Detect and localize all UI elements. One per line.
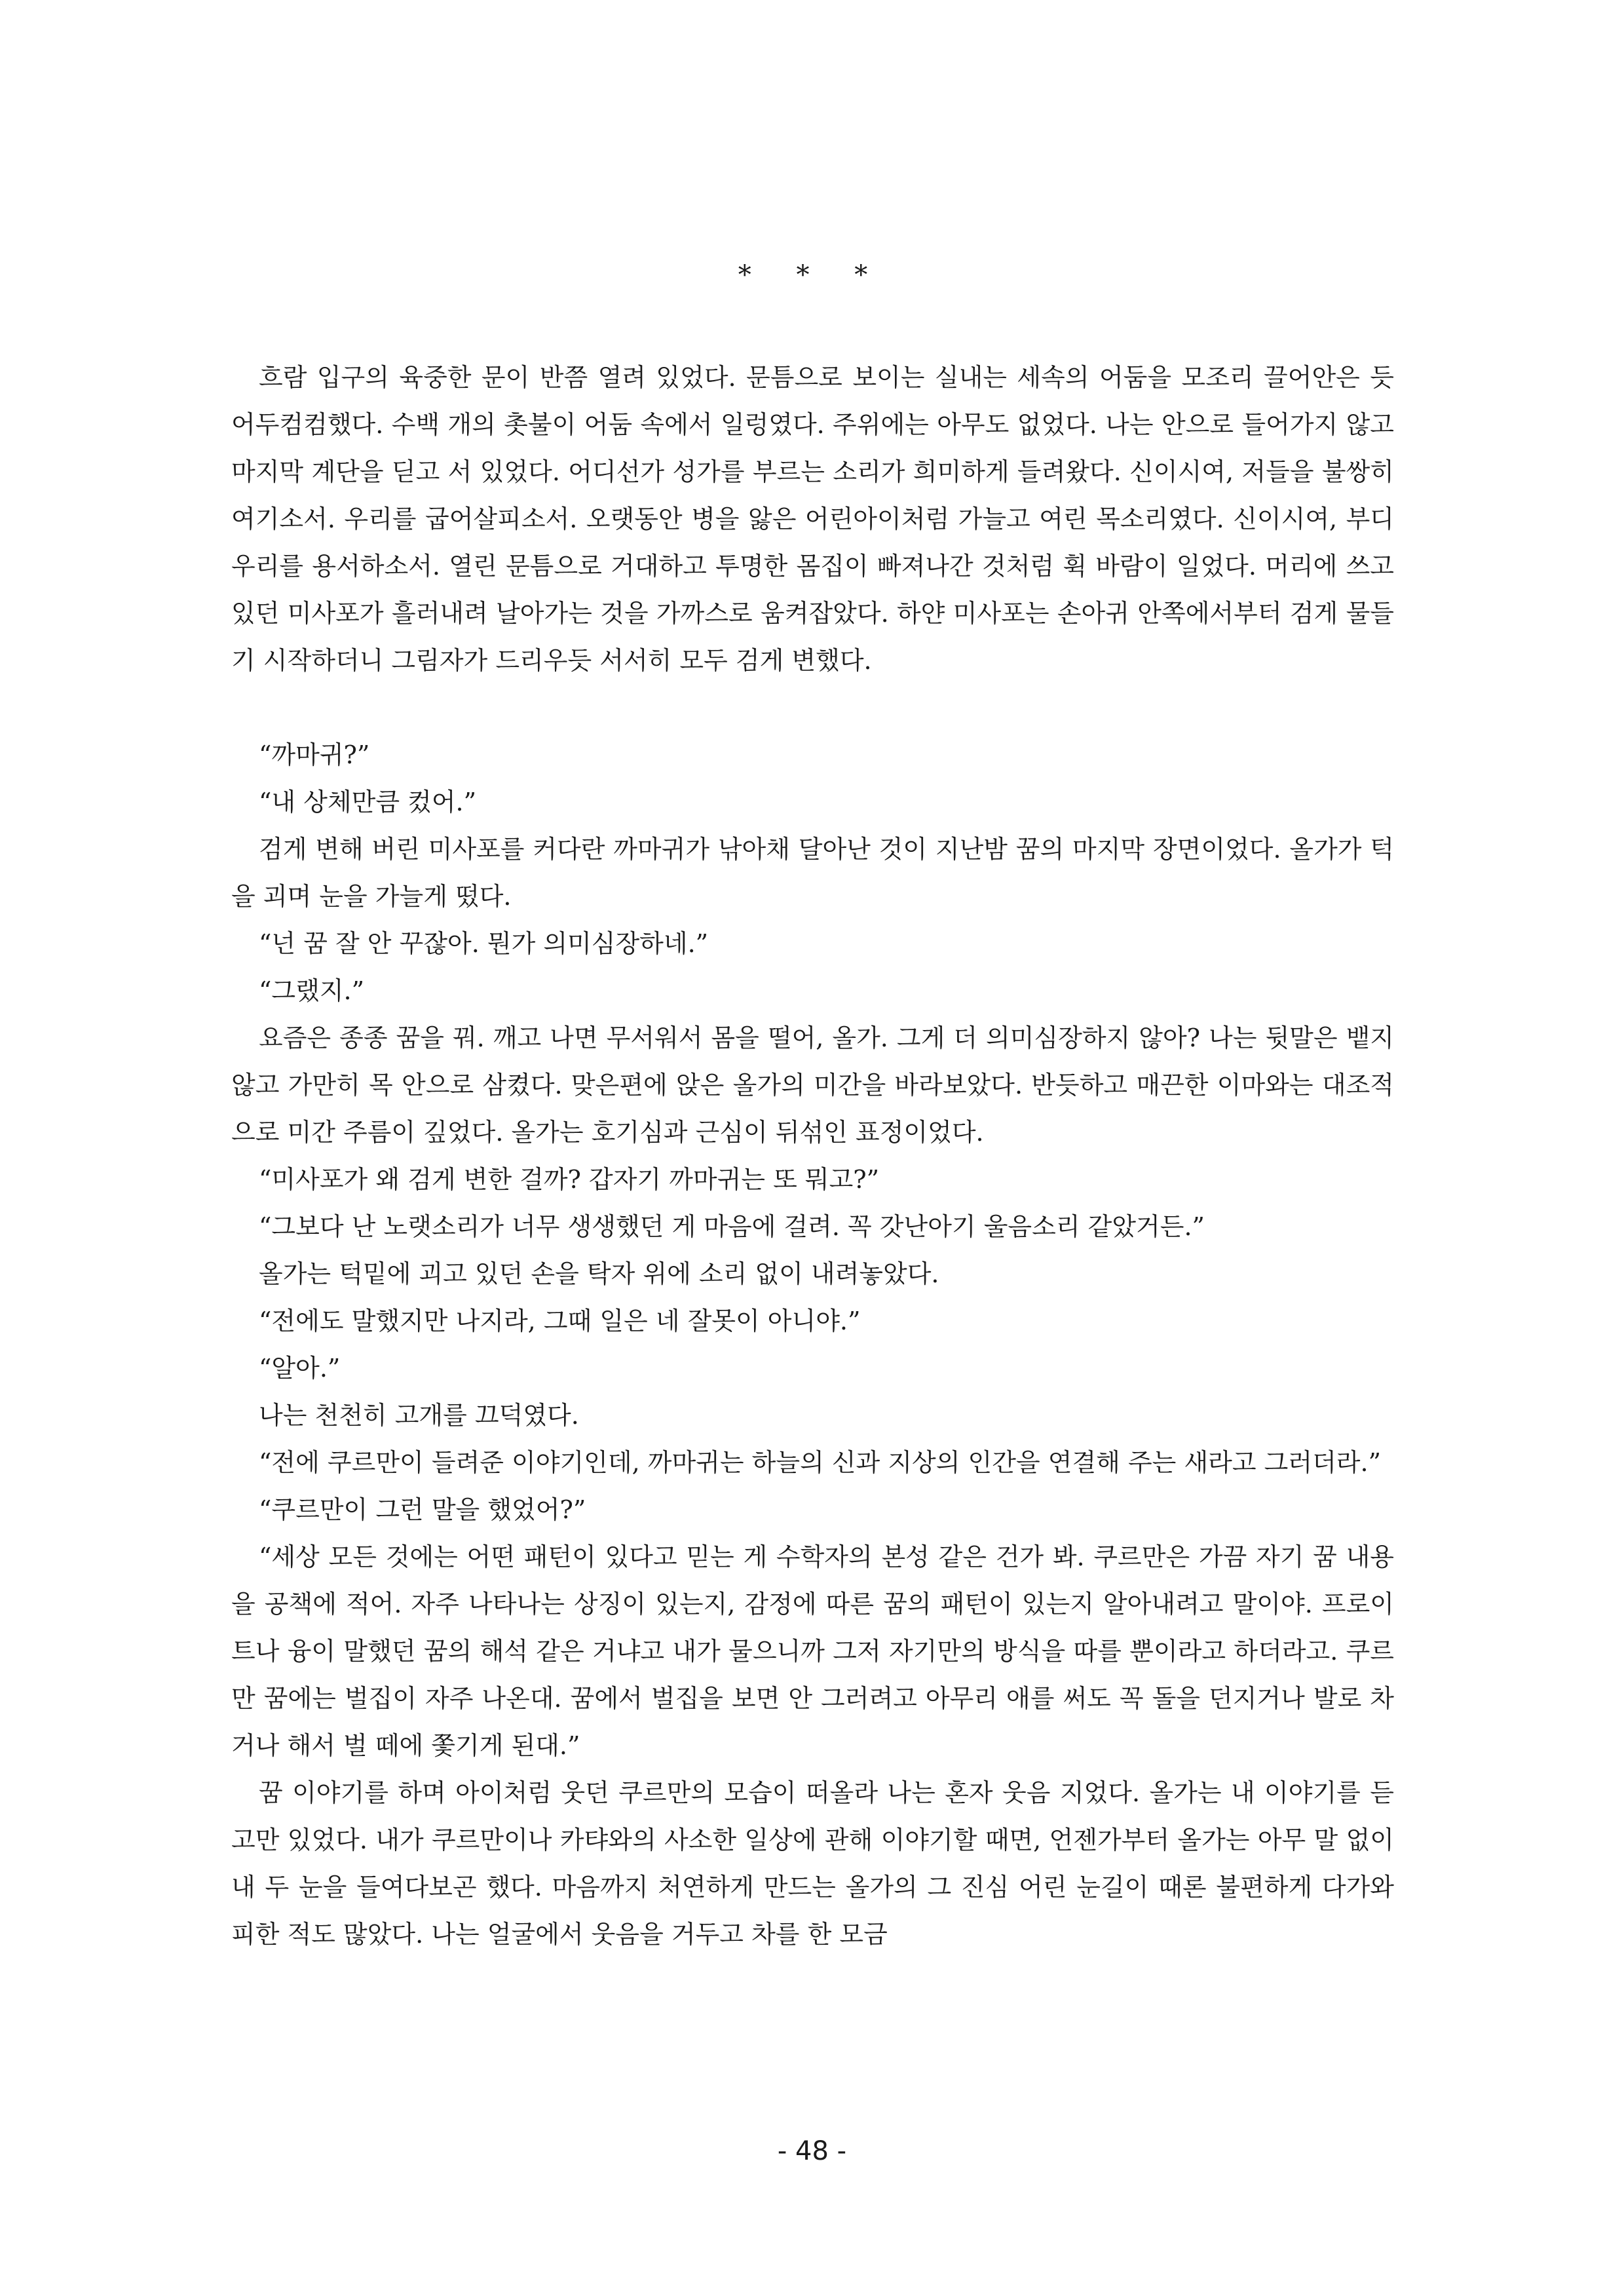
dialogue-line: “까마귀?” (259, 740, 370, 769)
section-separator: * * * (738, 260, 886, 290)
dialogue-line: “알아.” (259, 1354, 341, 1383)
dialogue-line: “내 상체만큼 컸어.” (259, 788, 477, 816)
dialogue-line: “전에 쿠르만이 들려준 이야기인데, 까마귀는 하늘의 신과 지상의 인간을 연결해 주는 새라고 그러더라.” (259, 1448, 1381, 1477)
paragraph: 요즘은 종종 꿈을 꿔. 깨고 나면 무서워서 몸을 떨어, 올가. 그게 더 의미심장하지 않아? 나는 뒷말은 뱉지 않고 가만히 목 안으로 삼켰다. 맞은편에 앉은 올가의 미간을 바라보았다. 반듯하고 매끈한 이마와는 대조적으로 미간 주름이 깊었다. 올가는 호기심과 근심이 뒤섞인 표정이었다. (231, 1024, 1394, 1147)
paragraph: 나는 천천히 고개를 끄덕였다. (259, 1401, 579, 1430)
dialogue-line: “그랬지.” (259, 976, 365, 1005)
paragraph: 꿈 이야기를 하며 아이처럼 웃던 쿠르만의 모습이 떠올라 나는 혼자 웃음 지었다. 올가는 내 이야기를 듣고만 있었다. 내가 쿠르만이나 카탸와의 사소한 일상에 관해 이야기할 때면, 언젠가부터 올가는 아무 말 없이 내 두 눈을 들여다보곤 했다. 마음까지 처연하게 만드는 올가의 그 진심 어린 눈길이 때론 불편하게 다가와 피한 적도 많았다. 나는 얼굴에서 웃음을 거두고 차를 한 모금 (231, 1778, 1394, 1949)
dialogue-line: “미사포가 왜 검게 변한 걸까? 갑자기 까마귀는 또 뭐고?” (259, 1165, 880, 1194)
dialogue-line: “그보다 난 노랫소리가 너무 생생했던 게 마음에 걸려. 꼭 갓난아기 울음소리 같았거든.” (259, 1212, 1205, 1241)
paragraph: 흐람 입구의 육중한 문이 반쯤 열려 있었다. 문틈으로 보이는 실내는 세속의 어둠을 모조리 끌어안은 듯 어두컴컴했다. 수백 개의 촛불이 어둠 속에서 일렁였다. 주위에는 아무도 없었다. 나는 안으로 들어가지 않고 마지막 계단을 딛고 서 있었다. 어디선가 성가를 부르는 소리가 희미하게 들려왔다. 신이시여, 저들을 불쌍히 여기소서. 우리를 굽어살피소서. 오랫동안 병을 앓은 어린아이처럼 가늘고 여린 목소리였다. 신이시여, 부디 우리를 용서하소서. 열린 문틈으로 거대하고 투명한 몸집이 빠져나간 것처럼 휙 바람이 일었다. 머리에 쓰고 있던 미사포가 흘러내려 날아가는 것을 가까스로 움켜잡았다. 하얀 미사포는 손아귀 안쪽에서부터 검게 물들기 시작하더니 그림자가 드리우듯 서서히 모두 검게 변했다. (231, 363, 1394, 675)
body-text (231, 354, 1394, 1958)
dialogue-line: “전에도 말했지만 나지라, 그때 일은 네 잘못이 아니야.” (259, 1307, 861, 1335)
page-number: - 48 - (777, 2136, 847, 2166)
dialogue-line: “세상 모든 것에는 어떤 패턴이 있다고 믿는 게 수학자의 본성 같은 건가 봐. 쿠르만은 가끔 자기 꿈 내용을 공책에 적어. 자주 나타나는 상징이 있는지, 감정에 따른 꿈의 패턴이 있는지 알아내려고 말이야. 프로이트나 융이 말했던 꿈의 해석 같은 거냐고 내가 물으니까 그저 자기만의 방식을 따를 뿐이라고 하더라고. 쿠르만 꿈에는 벌집이 자주 나온대. 꿈에서 벌집을 보면 안 그러려고 아무리 애를 써도 꼭 돌을 던지거나 발로 차거나 해서 벌 떼에 쫓기게 된대.” (231, 1542, 1394, 1760)
paragraph: 올가는 턱밑에 괴고 있던 손을 탁자 위에 소리 없이 내려놓았다. (259, 1259, 939, 1288)
dialogue-line: “쿠르만이 그런 말을 했었어?” (259, 1495, 586, 1524)
paragraph: 검게 변해 버린 미사포를 커다란 까마귀가 낚아채 달아난 것이 지난밤 꿈의 마지막 장면이었다. 올가가 턱을 괴며 눈을 가늘게 떴다. (231, 835, 1394, 911)
dialogue-line: “넌 꿈 잘 안 꾸잖아. 뭔가 의미심장하네.” (259, 929, 709, 958)
